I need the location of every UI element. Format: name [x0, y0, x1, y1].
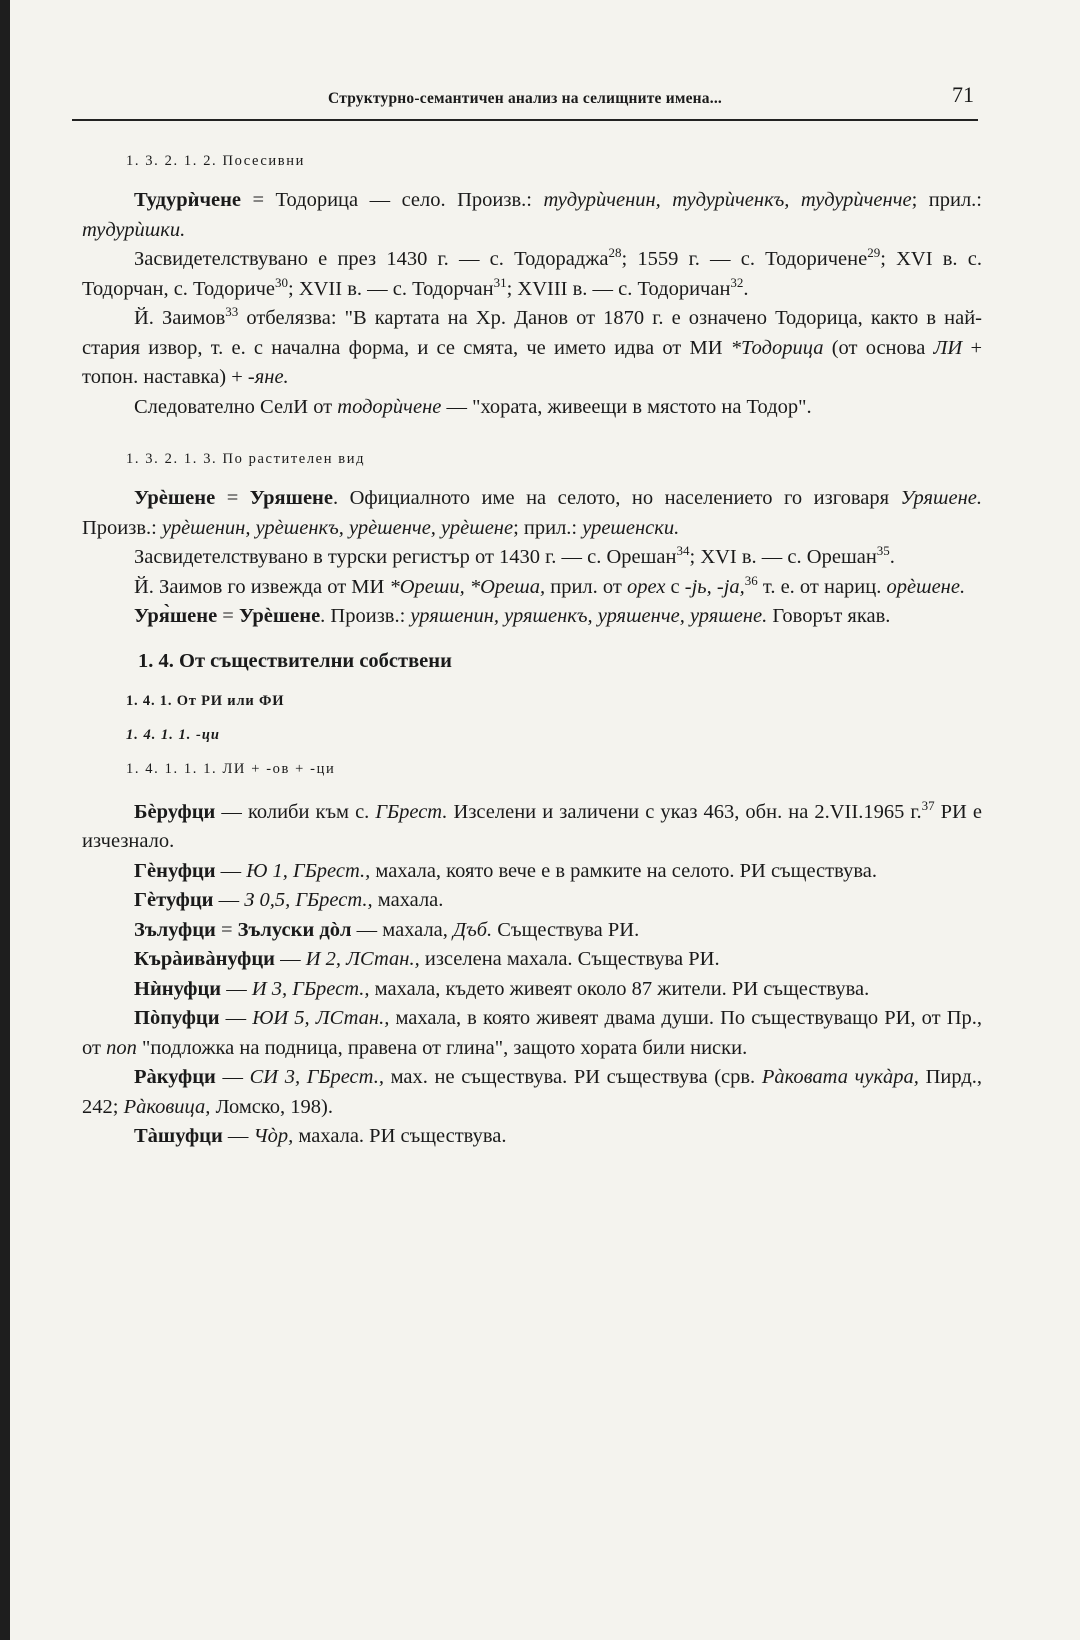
- footnote-ref-34: 34: [676, 543, 690, 558]
- footnote-ref-37: 37: [921, 797, 935, 813]
- text: Пирд., 242;: [82, 1066, 983, 1118]
- text: т. е. от нариц.: [757, 575, 887, 598]
- paragraph-conclusion-todor: [82, 393, 982, 423]
- entry-term: Тàшуфци: [134, 1125, 223, 1147]
- text: (от основа: [823, 336, 934, 359]
- text-italic: урешенски.: [582, 516, 680, 539]
- paragraph-attestations-oreshan: [82, 543, 982, 573]
- header-rule: [72, 119, 978, 121]
- section-heading-rastitelen-vid: 1. 3. 2. 1. 3. По растителен вид: [126, 451, 366, 467]
- text: =: [215, 487, 250, 509]
- section-heading-posesivni: 1. 3. 2. 1. 2. Посесивни: [126, 153, 305, 169]
- text: Й. Заимов го извежда от МИ: [134, 575, 390, 598]
- entry-term: Зълуфци: [134, 918, 216, 941]
- entry-popufci: [82, 1004, 982, 1063]
- text: прил. от: [545, 575, 627, 598]
- entry-term: Гѐнуфци: [134, 859, 216, 882]
- page-body: [82, 150, 982, 1152]
- entry-ninufci: [82, 975, 982, 1005]
- text: . Официалното име на селото, но населението го изговаря: [332, 487, 901, 509]
- text-italic: Рàковата чукàра,: [761, 1066, 919, 1088]
- text: . Произв.:: [320, 605, 411, 627]
- footnote-ref-32: 32: [730, 274, 744, 290]
- text-italic: Ю 1, ГБрест.,: [246, 859, 371, 882]
- text: —: [215, 1066, 250, 1088]
- text: ; XVI в. — с. Орешан: [689, 546, 877, 568]
- text-italic: тудурѝшки.: [82, 218, 186, 241]
- text: махала, в която живеят двама души. По съществуващо РИ, от Пр., от: [82, 1007, 983, 1059]
- text: махала, където живеят около 87 жители. РИ съществува.: [369, 977, 870, 1000]
- text-italic: поп: [106, 1036, 137, 1059]
- running-title: Структурно-семантичен анализ на селищните имена...: [328, 90, 722, 107]
- text-italic: Дъб.: [453, 918, 493, 941]
- text-italic: урѐшенин, урѐшенкъ, урѐшенче, урѐшене: [162, 516, 514, 539]
- text-italic: И 3, ГБрест.,: [251, 977, 370, 1000]
- text: + топон. наставка) +: [82, 336, 982, 388]
- page-number: 71: [952, 82, 974, 107]
- text: Съществува РИ.: [492, 918, 640, 941]
- text-italic: Уряшене.: [900, 487, 982, 509]
- text: махала.: [372, 889, 444, 911]
- text: ; XVIII в. — с. Тодоричан: [506, 277, 731, 300]
- section-heading-ri-fi: 1. 4. 1. От РИ или ФИ: [126, 692, 285, 709]
- text-italic: -јь, -ја,: [684, 575, 745, 598]
- text: ; прил.:: [513, 516, 583, 539]
- text: изселена махала. Съществува РИ.: [419, 948, 720, 970]
- entry-getufci: [82, 886, 982, 916]
- paragraph-attestations-todorica: [82, 245, 982, 304]
- entry-zalufci: [82, 916, 982, 946]
- entry-term: Гѐтуфци: [134, 889, 214, 911]
- footnote-ref-33: 33: [225, 304, 239, 319]
- book-spine-shadow: [0, 0, 10, 1640]
- text: — "хората, живеещи в мястото на Тодор".: [441, 395, 812, 418]
- text: с: [665, 575, 685, 598]
- footnote-ref-31: 31: [493, 274, 507, 290]
- text: —: [213, 889, 245, 911]
- text-italic: -яне.: [247, 366, 289, 388]
- text: — махала,: [351, 918, 454, 941]
- entry-term: Тудурѝчене: [134, 189, 242, 211]
- text: Засвидетелствувано в турски регистър от 1430 г. — с. Орешан: [134, 546, 677, 568]
- text: ; 1559 г. — с. Тодоричене: [621, 248, 868, 270]
- text: Ломско, 198).: [210, 1095, 334, 1118]
- text: —: [274, 948, 306, 970]
- text: =: [215, 918, 238, 941]
- text-italic: ЛИ: [933, 336, 963, 359]
- footnote-ref-30: 30: [275, 274, 288, 290]
- text-italic: орех: [626, 575, 666, 598]
- entry-genufci: [82, 857, 982, 887]
- entry-term: Урѐшене: [134, 487, 216, 509]
- text: махала. РИ съществува.: [293, 1125, 507, 1147]
- text-italic: тодорѝчене: [337, 395, 442, 418]
- text: = Тодорица — село. Произв.:: [241, 189, 544, 211]
- text: Изселени и заличени с указ 463, обн. на 2.VII.1965 г.: [447, 800, 922, 823]
- text-italic: тудурѝченин, тудурѝченкъ, тудурѝченче: [543, 189, 912, 211]
- text: ; XVII в. — с. Тодорчан: [288, 277, 494, 300]
- text: —: [221, 977, 252, 1000]
- section-heading-li-ov-ci: 1. 4. 1. 1. 1. ЛИ + -ов + -ци: [126, 760, 336, 777]
- text-bold: Уряшене: [249, 487, 333, 509]
- text-italic: Рàковица,: [123, 1095, 211, 1118]
- text: —: [215, 859, 247, 882]
- paragraph-uryashene: [82, 602, 982, 632]
- entry-berufci: [82, 798, 982, 857]
- entry-term: Бѐруфци: [134, 800, 216, 823]
- section-heading-ci: 1. 4. 1. 1. -ци: [126, 726, 220, 743]
- text: — колиби към с.: [215, 800, 376, 823]
- entry-term: Уря̀шене: [134, 605, 218, 627]
- text: Следователно СелИ от: [134, 395, 338, 418]
- paragraph-tudurichene: [82, 186, 982, 245]
- text: Засвидетелствувано е през 1430 г. — с. Тодораджа: [134, 248, 609, 270]
- entry-term: Пòпуфци: [134, 1007, 220, 1029]
- entry-term: Кърàивàнуфци: [134, 948, 275, 970]
- section-heading-sobstveni: 1. 4. От съществителни собствени: [138, 649, 452, 672]
- entry-rakufci: [82, 1063, 982, 1122]
- text-bold: Зълуски дòл: [237, 918, 352, 941]
- footnote-ref-29: 29: [867, 245, 881, 260]
- text: отбелязва: "В картата на Хр. Данов от 1870 г. е означено Тодорица, както в най-стария извор, т. е. с начална форма, и се смята, че името идва от МИ: [82, 307, 983, 359]
- text-italic: З 0,5, ГБрест.,: [244, 889, 373, 911]
- text: "подложка на подница, правена от глина", защото хората били ниски.: [136, 1036, 748, 1059]
- text: махала, която вече е в рамките на селото. РИ съществува.: [370, 859, 877, 882]
- text-italic: *Ореши, *Ореша,: [389, 575, 546, 598]
- entry-term: Рàкуфци: [134, 1066, 216, 1088]
- text-bold: Урѐшене: [238, 605, 321, 627]
- text: —: [219, 1007, 253, 1029]
- entry-term: Нѝнуфци: [134, 977, 222, 1000]
- paragraph-ureshene: [82, 484, 982, 543]
- footnote-ref-35: 35: [876, 543, 890, 558]
- text: —: [222, 1125, 254, 1147]
- text: =: [217, 605, 239, 627]
- text-italic: *Тодорица: [730, 336, 824, 359]
- footnote-ref-36: 36: [744, 572, 758, 588]
- text-italic: орѐшене.: [886, 575, 966, 598]
- text: ; XVI в. с. Тодорчан, с. Тодориче: [82, 248, 982, 300]
- paragraph-zaimov-todorica: [82, 304, 982, 393]
- paragraph-zaimov-oreshi: [82, 573, 982, 603]
- text: .: [889, 546, 895, 568]
- entry-karaivanufci: [82, 945, 982, 975]
- text: РИ е изчезнало.: [82, 800, 982, 852]
- text-italic: Чòр,: [253, 1125, 294, 1147]
- text-italic: уряшенин, уряшенкъ, уряшенче, уряшене.: [410, 605, 768, 627]
- text: ; прил.:: [911, 189, 982, 211]
- text: .: [743, 277, 749, 300]
- page-header: [72, 78, 978, 118]
- footnote-ref-28: 28: [608, 245, 622, 260]
- text-italic: ЮИ 5, ЛСтан.,: [252, 1007, 390, 1029]
- text: мах. не съществува. РИ съществува (срв.: [383, 1066, 762, 1088]
- entry-tashufci: [82, 1122, 982, 1152]
- text: Й. Заимов: [134, 307, 226, 329]
- text: Говорът якав.: [767, 605, 891, 627]
- text-italic: СИ 3, ГБрест.,: [249, 1066, 384, 1088]
- text-italic: И 2, ЛСтан.,: [305, 948, 420, 970]
- text: Произв.:: [82, 516, 162, 539]
- text-italic: ГБрест.: [375, 800, 448, 823]
